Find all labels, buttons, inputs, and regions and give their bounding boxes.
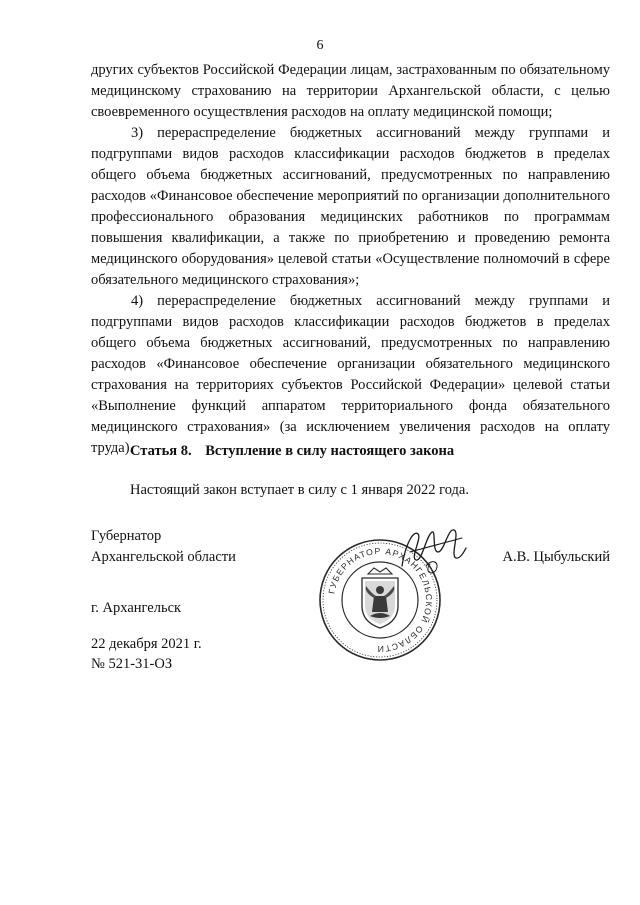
signer-name: А.В. Цыбульский	[502, 549, 610, 565]
seal-text: ГУБЕРНАТОР АРХАНГЕЛЬСКОЙ ОБЛАСТИ	[326, 545, 435, 655]
page-number: 6	[316, 38, 324, 53]
signer-position-line1: Губернатор	[91, 528, 162, 544]
handwritten-signature-icon	[396, 522, 468, 578]
effective-date-text: Настоящий закон вступает в силу с 1 января 2022 года.	[130, 482, 469, 498]
paragraph-item-4: 4) перераспределение бюджетных ассигнований между группами и подгруппами видов расходов классификации расходов бюджетов в пределах общего объема бюджетных ассигнований, предусмотренных по направлению расходов «Финансовое обеспечение организации обязательного медицинского страхования на территориях субъектов Российской Федерации» целевой статьи «Выполнение функций аппаратом территориального фонда обязательного медицинского страхования» (за исключением увеличения расходов на оплату труда).	[91, 293, 610, 456]
article-number: Статья 8.	[130, 443, 192, 459]
paragraph-item-3: 3) перераспределение бюджетных ассигнований между группами и подгруппами видов расходов классификации расходов бюджетов в пределах общего объема бюджетных ассигнований, предусмотренных по направлению расходов «Финансовое обеспечение мероприятий по организации дополнительного профессионального образования медицинских работников по программам повышения квалификации, а также по приобретению и проведению ремонта медицинского оборудования» целевой статьи «Осуществление полномочий в сфере обязательного медицинского страхования»;	[91, 125, 610, 288]
signing-date: 22 декабря 2021 г.	[91, 636, 202, 652]
date-block	[91, 634, 202, 674]
signer-position	[91, 526, 236, 568]
article-title: Вступление в силу настоящего закона	[205, 443, 455, 459]
signing-place: г. Архангельск	[91, 600, 182, 616]
law-body-text	[91, 60, 610, 459]
law-number: № 521-31-ОЗ	[91, 656, 173, 672]
paragraph-continuation: других субъектов Российской Федерации лицам, застрахованным по обязательному медицинскому страхованию на территории Архангельской области, с целью своевременного осуществления расходов на оплату медицинской помощи;	[91, 62, 610, 120]
signer-position-line2: Архангельской области	[91, 549, 236, 565]
article-heading	[130, 441, 454, 461]
